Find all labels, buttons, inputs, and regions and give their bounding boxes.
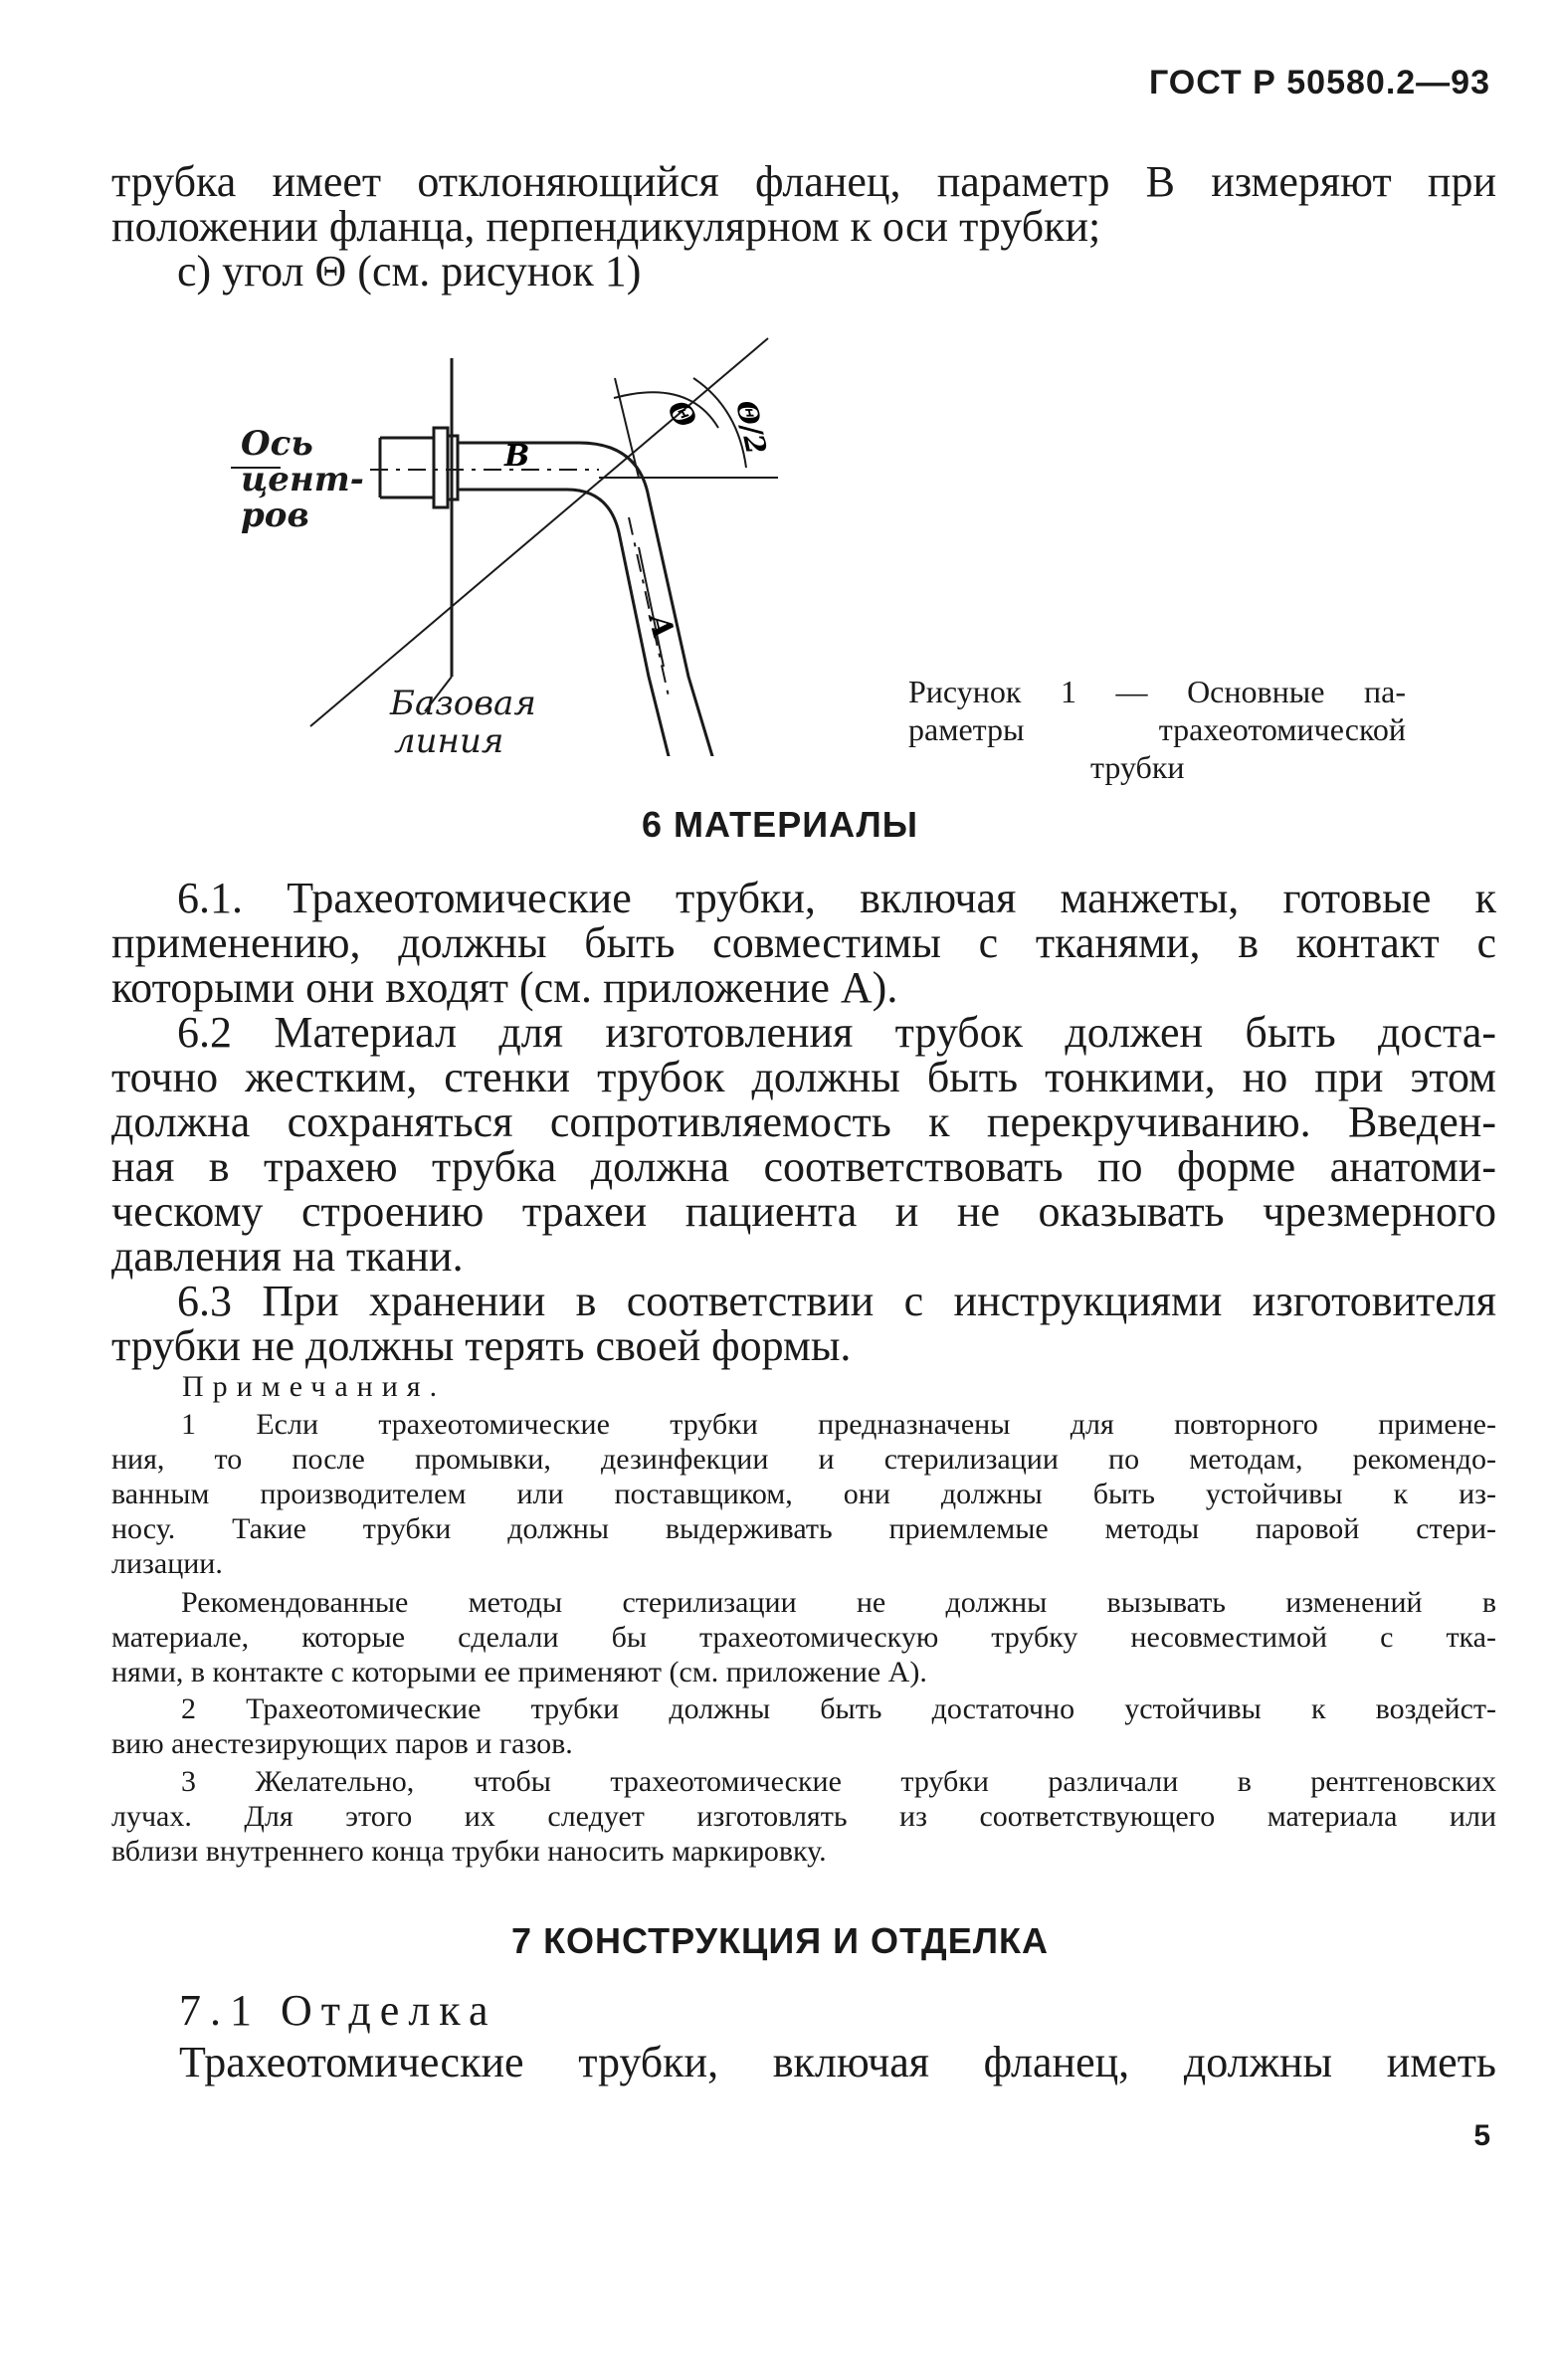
- document-header: ГОСТ Р 50580.2—93: [1148, 64, 1490, 101]
- label-a: А: [641, 610, 682, 643]
- note-2: 2 Трахеотомические трубки должны быть достаточно устойчивы к воздейст- вию анестезирующих паров и газов.: [111, 1692, 1496, 1760]
- note-1: 1 Если трахеотомические трубки предназначены для повторного примене- ния, то после промывки, дезинфекции и стерилизации по методам, рекомендо- ванным производителем или поставщиком, они должны быть устойчивы к из- носу. Такие трубки должны выдерживать приемлемые методы паровой стери- лизации.: [111, 1408, 1496, 1580]
- section-6-title: 6 МАТЕРИАЛЫ: [641, 804, 919, 845]
- notes-title: Примечания.: [182, 1370, 447, 1403]
- figure-caption: Рисунок 1 — Основные па- раметры трахеотомической трубки: [908, 674, 1406, 785]
- note-1-continued: Рекомендованные методы стерилизации не должны вызывать изменений в материале, которые сделали бы трахеотомическую трубку несовместимой с тка- нями, в контакте с которыми ее применяют (см. приложение А).: [111, 1586, 1496, 1688]
- base-line-label: Базовая линия: [390, 684, 536, 761]
- flange: [434, 428, 448, 507]
- paragraph-7-1: Трахеотомические трубки, включая фланец, должны иметь: [179, 2038, 1496, 2086]
- intro-line: положении фланца, перпендикулярном к оси трубки;: [111, 202, 1101, 251]
- intro-item-c: с) угол Θ (см. рисунок 1): [177, 247, 642, 296]
- section-7-title: 7 КОНСТРУКЦИЯ И ОТДЕЛКА: [511, 1920, 1049, 1961]
- label-half-theta: Θ/2: [729, 397, 773, 458]
- bisector-line: [310, 338, 768, 726]
- page-number: 5: [1473, 2119, 1490, 2152]
- paragraph-6-1: 6.1. Трахеотомические трубки, включая манжеты, готовые к применению, должны быть совместимы с тканями, в контакт с которыми они входят (см. приложение А).: [111, 874, 1496, 1012]
- subsection-7-1: 7.1 Отделка: [179, 1986, 497, 2035]
- label-theta: Θ: [660, 394, 703, 435]
- intro-line: трубка имеет отклоняющийся фланец, параметр В измеряют при: [111, 157, 1496, 206]
- note-3: 3 Желательно, чтобы трахеотомические трубки различали в рентгеновских лучах. Для этого их следует изготовлять из соответствующего материала или вблизи внутреннего конца трубки наносить маркировку.: [111, 1765, 1496, 1868]
- paragraph-6-3: 6.3 При хранении в соответствии с инструкциями изготовителя трубки не должны терять своей формы.: [111, 1277, 1496, 1370]
- label-b: В: [504, 439, 530, 474]
- paragraph-6-2: 6.2 Материал для изготовления трубок должен быть доста- точно жестким, стенки трубок должны быть тонкими, но при этом должна сохраняться сопротивляемость к перекручиванию. Введен- ная в трахею трубка должна соответствовать по форме анатоми- ческому строению трахеи пациента и не оказывать чрезмерного давления на ткани.: [111, 1008, 1496, 1281]
- axis-label: Ось цент- ров: [241, 424, 364, 535]
